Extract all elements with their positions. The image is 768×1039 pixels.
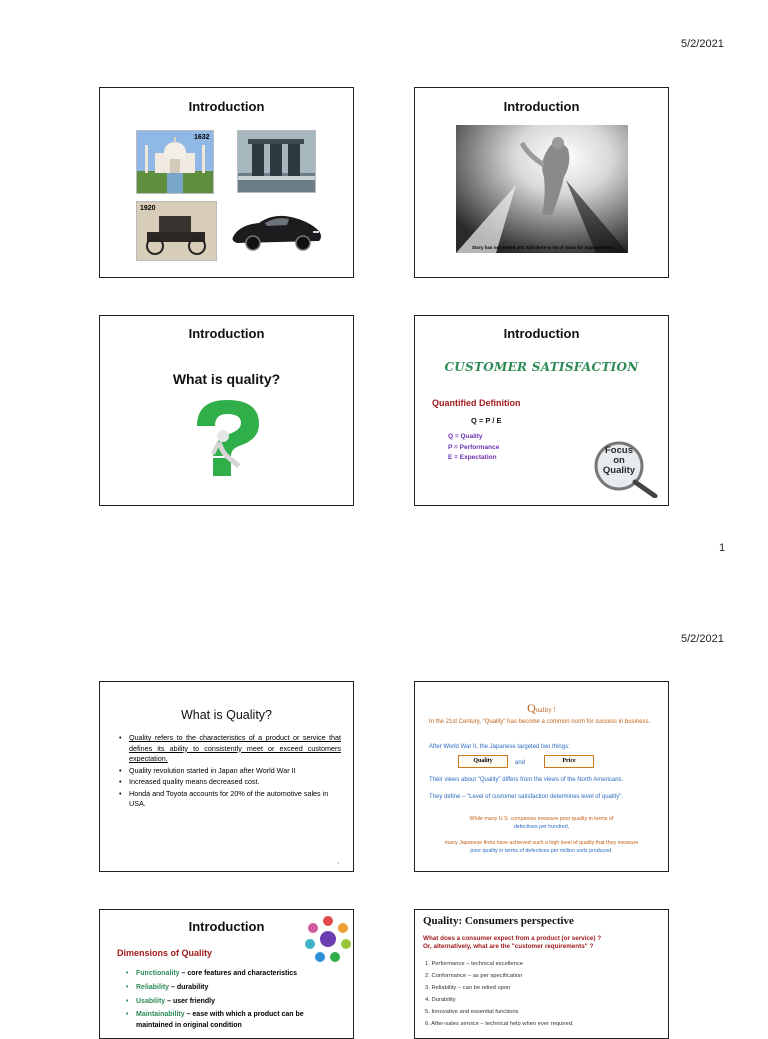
requirement-item: 4. Durability <box>425 997 456 1003</box>
title-rest: uality ! <box>535 706 556 714</box>
requirement-item: 2. Conformance – as per specification <box>425 973 523 979</box>
statue-image <box>456 125 628 253</box>
dimension-term: Maintainability <box>136 1011 185 1018</box>
dimension-desc: – user friendly <box>165 998 215 1005</box>
dimension-desc: – ease with which a product can be maintained in original condition <box>136 1011 304 1029</box>
quality-line-6a: many Japanese firms have achieved such a high level of quality that they measure <box>444 840 639 846</box>
dimension-desc: – durability <box>169 984 209 991</box>
slide-title: Introduction <box>188 919 265 934</box>
dimensions-list <box>126 967 326 1032</box>
requirements-list <box>425 959 660 1031</box>
slide-title: Introduction <box>503 326 580 341</box>
slide-title: Introduction <box>503 99 580 114</box>
page2-slide2 <box>414 681 669 872</box>
bullet-item <box>119 777 341 788</box>
year-label-1632: 1632 <box>194 134 210 141</box>
legend-q: Q = Quality <box>448 433 483 440</box>
page1-slide4 <box>414 315 669 506</box>
page1-date: 5/2/2021 <box>681 38 724 50</box>
bullet-text: Increased quality means decreased cost. <box>129 777 260 786</box>
quality-line-5b: defectives per hundred, <box>513 824 570 830</box>
quality-bullets <box>119 733 341 811</box>
bullet-item <box>119 789 341 810</box>
dimension-item <box>126 981 326 994</box>
what-is-quality-headline: What is quality? <box>172 371 281 387</box>
quality-line-1: In the 21st Century, "Quality" has become a common norm for success in business. <box>429 719 651 725</box>
dimension-term: Functionality <box>136 970 180 977</box>
dimension-desc: – core features and characteristics <box>179 970 298 977</box>
and-text: and <box>515 760 526 766</box>
dimensions-heading: Dimensions of Quality <box>117 948 213 958</box>
marina-bay-sands-photo <box>237 130 316 193</box>
bullet-item <box>119 766 341 777</box>
requirement-item: 3. Reliability – can be relied upon <box>425 985 511 991</box>
magnifier-word-2: on <box>613 455 625 466</box>
requirement-item: 6. After-sales service – technical help when ever required. <box>425 1021 574 1027</box>
dimension-item <box>126 995 326 1008</box>
page1-number: 1 <box>719 542 726 554</box>
page1-slide2 <box>414 87 669 278</box>
legend-p: P = Performance <box>448 443 500 451</box>
page1-slide3 <box>99 315 354 506</box>
page2-slide3 <box>99 909 354 1039</box>
quality-line-2: After World War II, the Japanese targeted two things: <box>429 744 570 750</box>
sports-car-photo <box>229 207 325 253</box>
dimension-term: Reliability <box>136 984 170 991</box>
consumer-question-2: Or, alternatively, what are the "customer requirements" ? <box>423 943 594 950</box>
year-label-1920: 1920 <box>140 205 156 212</box>
quality-line-5a: While many U.S. companies measure poor quality in terms of <box>469 816 614 822</box>
focus-on-quality-magnifier <box>585 440 661 498</box>
consumer-question-1: What does a consumer expect from a product (or service) ? <box>423 935 602 942</box>
slide-number: 1 <box>337 861 339 865</box>
page2-slide1 <box>99 681 354 872</box>
requirement-item: 5. Innovative and essential functions <box>425 1009 519 1015</box>
quantified-definition-heading: Quantified Definition <box>432 398 521 408</box>
magnifier-word-1: Focus <box>605 445 633 456</box>
statue-caption: Story has not ended yet! Still there is lot of room for improvement. <box>471 245 615 250</box>
page2-slide4 <box>414 909 669 1039</box>
quality-formula: Q = P / E <box>471 416 502 425</box>
customer-satisfaction-headline: CUSTOMER SATISFACTION <box>444 360 639 374</box>
bullet-text-definition: Quality refers to the characteristics of a product or service that defines its ability to consistently meet or exceed customers expectation. <box>129 733 341 763</box>
magnifier-word-3: Quality <box>602 465 636 476</box>
bullet-text: Honda and Toyota accounts for 20% of the automotive sales in USA. <box>129 788 329 808</box>
slide-title <box>415 699 668 717</box>
requirement-item: 1. Performance – technical excellence <box>425 961 523 967</box>
slide-title: What is Quality? <box>180 708 272 722</box>
legend-e: E = Expectation <box>448 454 497 461</box>
dimensions-wheel-icon <box>303 914 353 964</box>
price-box: Price <box>544 755 594 768</box>
title-first-letter: Q <box>527 701 536 715</box>
question-mark-figure <box>183 396 275 478</box>
quality-line-6b: poor quality in terms of defectives per million units produced. <box>470 848 613 854</box>
page2-date: 5/2/2021 <box>681 633 724 645</box>
dimension-item <box>126 1009 326 1031</box>
slide-title: Quality: Consumers perspective <box>423 915 574 927</box>
quality-line-3: Their views about "Quality" differs from the views of the North Americans. <box>429 777 624 783</box>
quality-box: Quality <box>458 755 508 768</box>
bullet-text: Quality revolution started in Japan after World War II <box>129 765 296 775</box>
page1-slide1 <box>99 87 354 278</box>
slide-title: Introduction <box>188 99 265 114</box>
bullet-item <box>119 733 341 765</box>
magnifier-text <box>593 446 645 476</box>
dimension-item <box>126 967 326 980</box>
dimension-term: Usability <box>136 998 166 1005</box>
quality-line-4: They define – "Level of customer satisfaction determines level of quality". <box>429 794 624 800</box>
formula-legend <box>448 432 499 464</box>
slide-title: Introduction <box>188 326 265 341</box>
